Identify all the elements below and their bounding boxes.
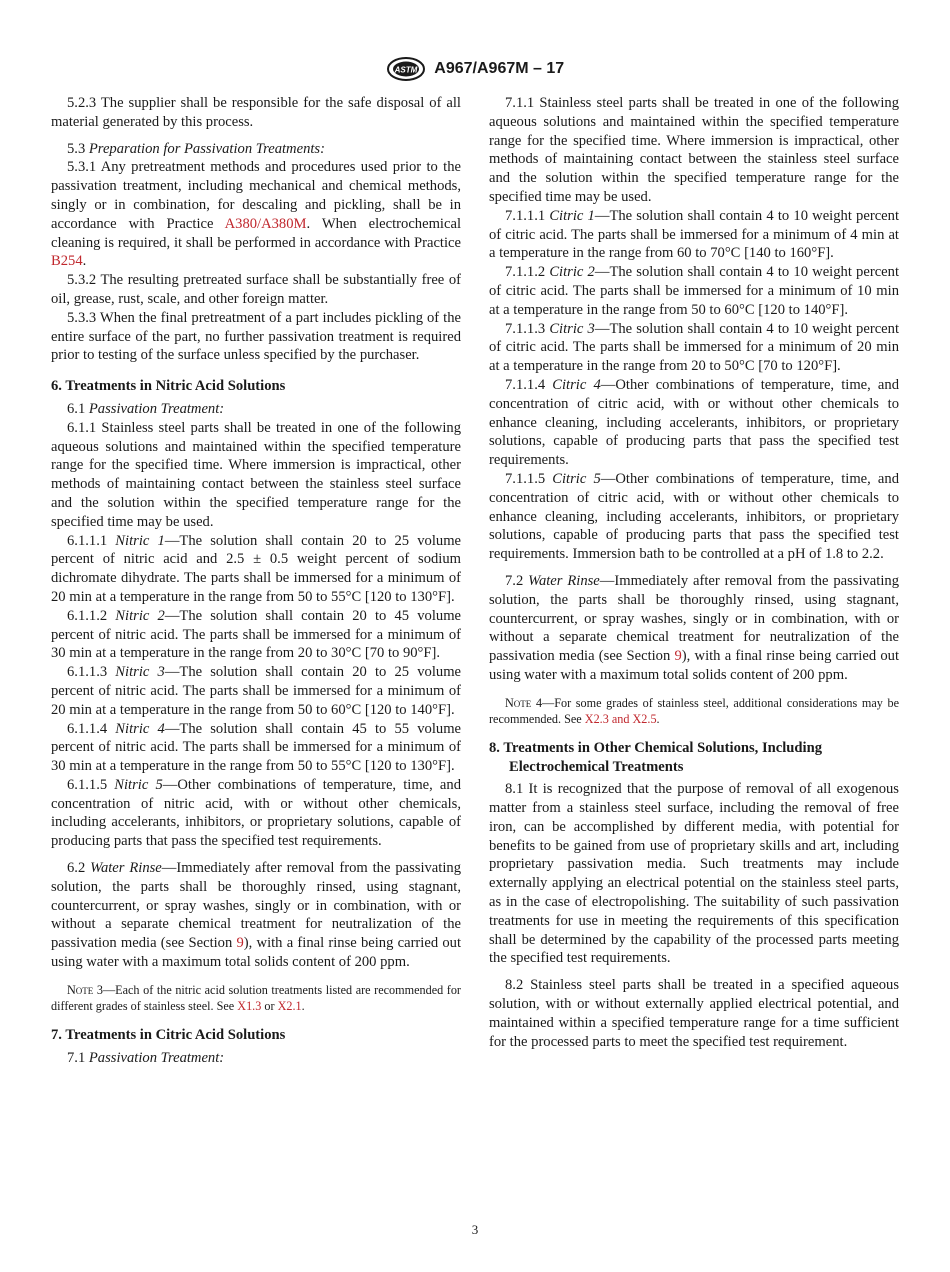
link-section-9[interactable]: 9 (236, 935, 244, 952)
page-header (0, 56, 950, 82)
paragraph-6-1-1-1: 6.1.1.1 Nitric 1—The solution shall contain 20 to 25 volume percent of nitric acid and 2.5 ± 0.5 weight percent of sodium dichromate dihydrate. The parts shall be immersed for a minimum of 20 min at a temperature in the range from 50 to 55°C [120 to 130°F]. (51, 532, 462, 605)
paragraph-7-2: 7.2 Water Rinse—Immediately after removal from the passivating solution, the parts shall be thoroughly rinsed, using stagnant, countercurrent, or spray washes, singly or in combination, with or without a separate chemical treatment for neutralization of the passivation media (see Section 9), with a final rinse being carried out using water with a maximum total solids content of 200 ppm. (489, 572, 899, 683)
paragraph-7-1: 7.1 Passivation Treatment: (67, 1049, 225, 1066)
note-4: Note 4—For some grades of stainless steel, additional considerations may be recommended. See X2.3 and X2.5. (489, 695, 899, 726)
paragraph-6-1-1-3: 6.1.1.3 Nitric 3—The solution shall contain 20 to 25 volume percent of nitric acid. The parts shall be immersed for a minimum of 20 min at a temperature in the range from 50 to 60°C [120 to 140°F]. (51, 664, 462, 718)
section-7-heading: 7. Treatments in Citric Acid Solutions (51, 1026, 286, 1043)
paragraph-6-1-1-2: 6.1.1.2 Nitric 2—The solution shall contain 20 to 45 volume percent of nitric acid. The parts shall be immersed for a minimum of 30 min at a temperature in the range from 20 to 30°C [70 to 90°F]. (51, 607, 462, 662)
page-number: 3 (471, 1222, 479, 1237)
link-x2-3-x2-5[interactable]: X2.3 and X2.5 (584, 711, 657, 726)
paragraph-6-1: 6.1 Passivation Treatment: (67, 400, 225, 417)
link-a380[interactable]: A380/A380M (224, 215, 307, 232)
link-b254[interactable]: B254 (51, 253, 83, 270)
document-title: A967/A967M – 17 (434, 60, 565, 77)
link-x2-1[interactable]: X2.1 (277, 998, 302, 1013)
section-8-heading: 8. Treatments in Other Chemical Solutions, Including Electrochemical Treatments (489, 739, 822, 775)
paragraph-7-1-1-2: 7.1.1.2 Citric 2—The solution shall contain 4 to 10 weight percent of citric acid. The parts shall be immersed for a minimum of 10 min at a temperature in the range from 50 to 60°C [120 to 140°F]. (489, 264, 900, 318)
paragraph-7-1-1-5: 7.1.1.5 Citric 5—Other combinations of temperature, time, and concentration of citric acid, with or without other chemicals to enhance cleaning, including accelerants, inhibitors, or proprietary solutions, capable of producing parts that pass the specified test requirements. Immersion bath to be controlled at a pH of 1.8 to 2.2. (489, 470, 899, 563)
paragraph-6-1-1-5: 6.1.1.5 Nitric 5—Other combinations of temperature, time, and concentration of nitric acid, with or without other chemicals, including accelerants, inhibitors, or proprietary solutions, capable of producing parts that pass the specified test requirements. (51, 776, 461, 850)
paragraph-8-1: 8.1 It is recognized that the purpose of removal of all exogenous matter from a stainless steel surface, including the removal of free iron, can be accomplished by different media, with potential for benefits to be gained from use of proprietary skills and art, including proprietary passivation media. Such treatments may include externally applying an electrical potential on the stainless steel parts, as in the case of electropolishing. The suitability of such passivation treatments for use in meeting the requirements of this specification shall be determined by the capability of the processed parts meeting the specified test requirements. (489, 781, 899, 967)
paragraph-7-1-1-4: 7.1.1.4 Citric 4—Other combinations of temperature, time, and concentration of citric acid, with or without other chemicals to enhance cleaning, including accelerants, inhibitors, or proprietary solutions, capable of producing parts that pass the specified test requirements. (489, 376, 899, 469)
link-section-9[interactable]: 9 (674, 648, 682, 665)
paragraph-7-1-1-3: 7.1.1.3 Citric 3—The solution shall contain 4 to 10 weight percent of citric acid. The parts shall be immersed for a minimum of 20 min at a temperature in the range from 20 to 50°C [70 to 120°F]. (489, 320, 900, 375)
paragraph-5-2-3: 5.2.3 The supplier shall be responsible for the safe disposal of all material generated by this process. (51, 95, 461, 130)
astm-logo-icon (386, 56, 426, 82)
paragraph-8-2: 8.2 Stainless steel parts shall be treated in a specified aqueous solution, with or without externally applied electrical potential, and maintained within a specified temperature range for a time sufficient for the processed parts to meet the specified test requirement. (489, 977, 899, 1050)
left-column (51, 94, 461, 1067)
paragraph-5-3-2: 5.3.2 The resulting pretreated surface shall be substantially free of oil, grease, rust, scale, and other foreign matter. (51, 272, 461, 307)
section-6-heading: 6. Treatments in Nitric Acid Solutions (51, 378, 286, 395)
paragraph-6-1-1: 6.1.1 Stainless steel parts shall be treated in one of the following aqueous solutions and maintained within the specified temperature range for the specified time. Where immersion is impractical, other methods of maintaining contact between the stainless steel surface and the solution within the specified temperature range for the specified time may be used. (51, 419, 461, 530)
paragraph-7-1-1-1: 7.1.1.1 Citric 1—The solution shall contain 4 to 10 weight percent of citric acid. The parts shall be immersed for a minimum of 4 min at a temperature in the range from 60 to 70°C [140 to 160°F]. (489, 207, 900, 262)
paragraph-6-1-1-4: 6.1.1.4 Nitric 4—The solution shall contain 45 to 55 volume percent of nitric acid. The parts shall be immersed for a minimum of 30 min at a temperature in the range from 50 to 55°C [120 to 130°F]. (51, 720, 462, 775)
right-column (489, 94, 899, 1051)
paragraph-5-3-1: 5.3.1 Any pretreatment methods and procedures used prior to the passivation treatment, including mechanical and chemical methods, singly or in combination, for descaling and pickling, shall be in accordance with Practice A380/A380M. When electrochemical cleaning is required, it shall be performed in accordance with Practice B254. (51, 159, 461, 270)
paragraph-7-1-1: 7.1.1 Stainless steel parts shall be treated in one of the following aqueous solutions and maintained within the specified temperature range for the specified time. Where immersion is impractical, other methods of maintaining contact between the stainless steel surface and the solution within the specified temperature range for the specified time may be used. (489, 95, 899, 205)
svg-text:ASTM: ASTM (394, 65, 418, 75)
paragraph-6-2: 6.2 Water Rinse—Immediately after removal from the passivating solution, the parts shall be thoroughly rinsed, using stagnant, countercurrent, or spray washes, singly or in combination, with or without a separate chemical treatment for neutralization of the passivation media (see Section 9), with a final rinse being carried out using water with a maximum total solids content of 200 ppm. (51, 860, 461, 971)
note-3: Note 3—Each of the nitric acid solution treatments listed are recommended for different grades of stainless steel. See X1.3 or X2.1. (51, 982, 461, 1013)
link-x1-3[interactable]: X1.3 (237, 998, 262, 1013)
paragraph-5-3-3: 5.3.3 When the final pretreatment of a part includes pickling of the entire surface of the part, no further passivation treatment is required prior to testing of the surface unless specified by the purchaser. (51, 309, 461, 364)
paragraph-5-3: 5.3 Preparation for Passivation Treatments: (67, 140, 325, 157)
